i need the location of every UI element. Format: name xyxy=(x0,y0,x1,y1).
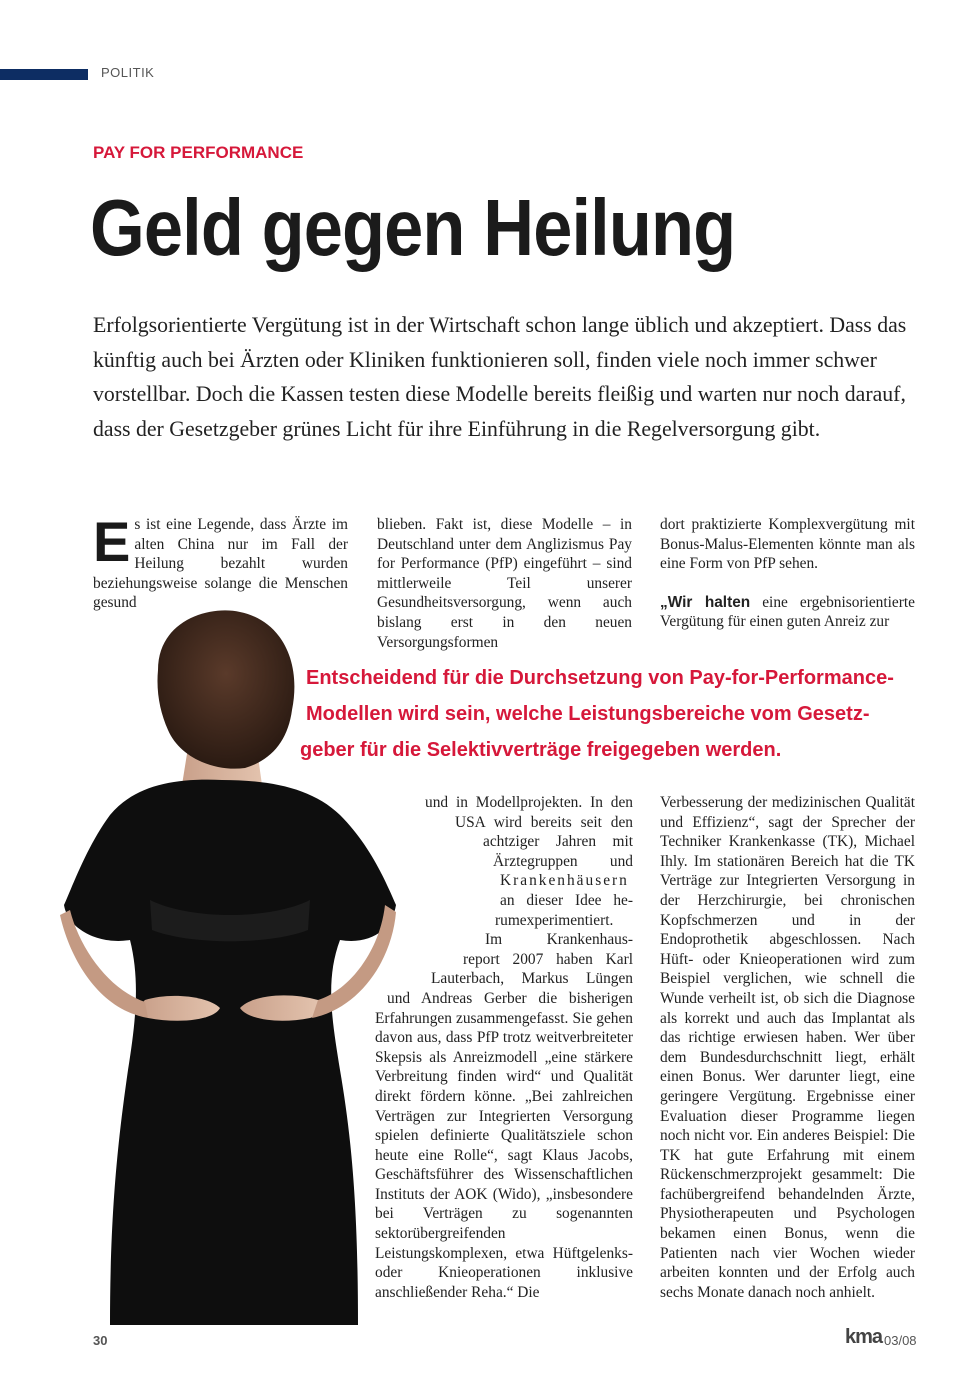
lead-paragraph: Erfolgsorientierte Vergütung ist in der Wirtschaft schon lange üblich und akzeptiert. Dass das künftig auch bei Ärzten oder Kliniken funktionieren soll, finden viele noch immer schwer vorstellbar. Doch die Kassen testen diese Modelle bereits fleißig und warten nur noch darauf, dass der Gesetzgeber grünes Licht für ihre Einführung in die Regelversorgung gibt. xyxy=(93,313,907,441)
pull-quote-line: Entscheidend für die Durchsetzung von Pay-for-Performance- xyxy=(306,667,894,689)
body-text: eine ergebnisorientierte Vergütung für einen guten Anreiz zur xyxy=(660,593,915,631)
section-bar xyxy=(0,69,88,80)
body-paragraph xyxy=(660,593,915,632)
section-label: POLITIK xyxy=(101,65,155,80)
body-line: Ärztegruppen und xyxy=(493,852,633,870)
body-column-3-top xyxy=(660,515,915,632)
drop-cap: E xyxy=(93,510,131,573)
body-line: rumexperimentiert. xyxy=(495,911,614,929)
kicker: PAY FOR PERFORMANCE xyxy=(93,143,304,162)
body-line: Krankenhäusern xyxy=(500,872,629,890)
body-line: report 2007 haben Karl xyxy=(463,950,633,968)
body-line: USA wird bereits seit den xyxy=(455,813,633,831)
magazine-logo: kma xyxy=(845,1326,883,1348)
body-text: s ist eine Legende, dass Ärzte im alten China nur im Fall der Heilung bezahlt wurden beziehungsweise solange die Menschen gesund xyxy=(93,516,348,612)
body-line: an dieser Idee he- xyxy=(500,891,633,909)
body-paragraph: Erfahrungen zusammengefasst. Sie gehen davon aus, dass PfP trotz weitverbreiteter Skepsis als Anreizmodell „eine stärkere Verbreitung finden wird“ und Qualität direkt fördern könne. „Bei zahlreichen Verträgen zur Integrierten Versorgung spielen definierte Qualitätsziele schon heute eine Rolle“, sagt Klaus Jacobs, Geschäftsführer des Wissenschaftlichen Instituts der AOK (Wido), „insbesondere bei Verträgen zu sogenannten sektorübergreifenden Leistungskomplexen, etwa Hüftgelenks- oder Knieoperationen inklusive anschließender Reha.“ Die xyxy=(375,1009,633,1301)
body-line: und in Modellprojekten. In den xyxy=(425,794,633,811)
headline: Geld gegen Heilung xyxy=(90,183,736,272)
body-paragraph: dort praktizierte Komplexvergütung mit Bonus-Malus-Elementen könnte man als eine Form von PfP sehen. xyxy=(660,516,915,573)
body-line: und Andreas Gerber die bisherigen xyxy=(387,989,633,1007)
body-line: Lauterbach, Markus Lüngen xyxy=(431,970,633,988)
page-number: 30 xyxy=(93,1333,108,1348)
issue-number: 03/08 xyxy=(884,1333,917,1348)
pull-quote xyxy=(300,660,940,768)
body-column-3-bottom: Verbesserung der medizinischen Qualität und Effizienz“, sagt der Sprecher der Techniker Krankenkasse (TK), Michael Ihly. Im stationären Bereich hat die TK Verträge zur Integrierten Versorgung in der Herzchirurgie, bei chronischen Kopfschmerzen und in der Endoprothetik abgeschlossen. Nach Hüft- oder Knieoperationen wird zum Beispiel verglichen, wie schnell die Wunde verheilt ist, ob sich die Diagnose als korrekt und auch das Implantat als das richtige erwiesen haben. Wer über dem Bundesdurchschnitt liegt, erhält einen Bonus. Wer darunter liegt, eine geringere Vergütung. Ergebnisse einer Evaluation dieser Programme liegen noch nicht vor. Ein anderes Beispiel: Die TK hat gute Erfahrung mit einem Rückenschmerzprojekt gesammelt: Die fachübergreifend behandelnden Ärzte, Physiotherapeuten und Psychologen bekamen einen Bonus, wenn die Patienten nach vier Wochen wieder arbeiten konnten und der Erfolg auch sechs Monate danach noch anhielt. xyxy=(660,794,915,1301)
body-column-2-bottom xyxy=(375,793,633,1302)
body-line: achtziger Jahren mit xyxy=(483,833,633,851)
pull-quote-line: Modellen wird sein, welche Leistungsbereiche vom Gesetz- xyxy=(306,703,870,725)
body-column-1 xyxy=(93,510,348,613)
paragraph-lead-in: „Wir halten xyxy=(660,593,751,611)
body-column-2-top: blieben. Fakt ist, diese Modelle – in Deutschland unter dem Anglizismus Pay for Performance (PfP) eingeführt – sind mittlerweile Teil unserer Gesundheitsversorgung, wenn auch bislang erst in den neuen Versorgungsformen xyxy=(377,516,632,651)
pull-quote-line: geber für die Selektivverträge freigegeben werden. xyxy=(300,739,782,761)
body-line: Im Krankenhaus- xyxy=(485,931,633,949)
